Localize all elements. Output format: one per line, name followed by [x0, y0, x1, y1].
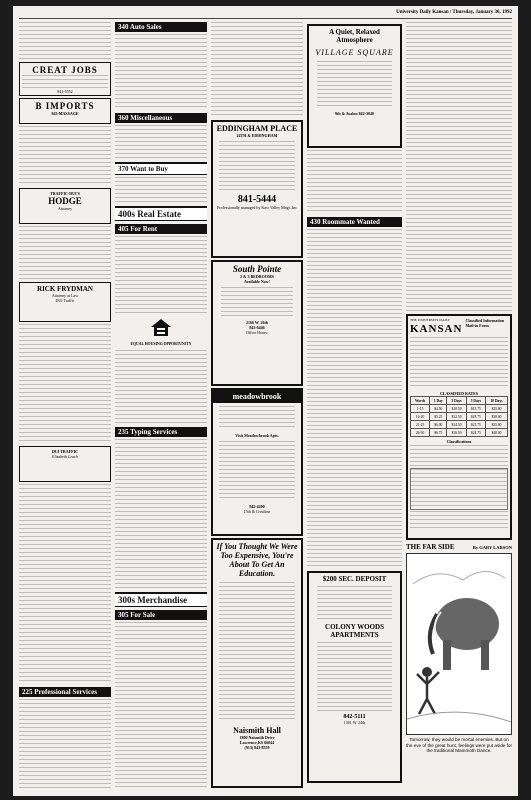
- classified-text-block: [307, 150, 402, 214]
- south-pointe-phone: 843-6446: [249, 325, 265, 330]
- mammoth-dance-illustration: [407, 554, 511, 732]
- rates-cell: $25.00: [486, 405, 508, 413]
- creat-jobs-ad: [19, 62, 111, 96]
- kansan-paper-label: THE UNIVERSITY DAILY: [410, 318, 450, 322]
- dui-traffic-title: DUI TRAFFIC: [51, 449, 79, 454]
- far-side-caption: Tomorrow, they would be mortal enemies. But on the eve of the great hunt, feelings were put aside for the traditional Mammoth Dance.: [406, 737, 512, 754]
- far-side-byline: By GARY LARSON: [472, 545, 512, 550]
- rates-cell: 21-25: [411, 421, 430, 429]
- south-pointe-available: Available Now!: [243, 279, 271, 284]
- rates-table: [410, 396, 508, 437]
- section-professional-services: 225 Professional Services: [19, 687, 111, 697]
- south-pointe-sub: 2 & 3 BEDROOMS: [240, 274, 274, 279]
- meadowbrook-logo: meadowbrook: [213, 390, 301, 403]
- colony-address: 1301 W. 24th: [343, 720, 366, 725]
- section-miscellaneous: 360 Miscellaneous: [115, 113, 207, 123]
- equal-housing-label: EQUAL HOUSING OPPORTUNITY: [130, 342, 192, 346]
- rates-cell: $18.75: [466, 413, 485, 421]
- classified-text-block: [19, 324, 111, 444]
- header-dateline: University Daily Kansan / Thursday, January 30, 1992: [396, 10, 512, 15]
- naismith-phone: (913) 843-8559: [244, 745, 270, 750]
- creat-jobs-title: CREAT JOBS: [32, 65, 98, 75]
- section-for-rent: 405 For Rent: [115, 224, 207, 234]
- classifications-title: Classifications: [446, 439, 472, 444]
- mail-in-form-title: Classified Information Mail-in Form: [465, 318, 505, 328]
- dui-traffic-name: Elizabeth Leach: [52, 454, 78, 459]
- rates-cell: $6.00: [430, 421, 447, 429]
- rates-cell: 26-30: [411, 429, 430, 437]
- section-typing-services: 235 Typing Services: [115, 427, 207, 437]
- classified-text-block: [115, 439, 207, 589]
- rates-cell: $24.75: [466, 429, 485, 437]
- rates-header-cell: 5 Days: [466, 397, 485, 405]
- meadowbrook-phone: 842-4200: [249, 504, 265, 509]
- rates-cell: 1-15: [411, 405, 430, 413]
- b-imports-phone: 843-MASSAGE: [51, 111, 79, 116]
- classified-text-block: [19, 226, 111, 280]
- naismith-headline: If You Thought We Were Too Expensive, You're About To Get An Education.: [216, 542, 298, 578]
- rates-row: [411, 413, 508, 421]
- classified-text-block: [115, 236, 207, 314]
- b-imports-title: B IMPORTS: [35, 101, 95, 111]
- kansan-logo: KANSAN: [410, 323, 463, 335]
- eddingham-tagline: Professionally managed by Kaw Valley Mngt.,Inc: [217, 205, 297, 210]
- column-2: [115, 22, 207, 790]
- dui-traffic-ad: [19, 446, 111, 482]
- rates-cell: $10.50: [447, 405, 466, 413]
- south-pointe-office-hours: Office Hours:: [245, 330, 269, 335]
- rates-row: [411, 429, 508, 437]
- classified-text-block: [19, 484, 111, 684]
- colony-woods-ad: [307, 571, 402, 783]
- rates-cell: $5.25: [430, 413, 447, 421]
- rates-cell: $12.50: [447, 413, 466, 421]
- rates-cell: $21.75: [466, 421, 485, 429]
- rick-frydman-name: RICK FRYDMAN: [37, 285, 93, 293]
- village-headline: A Quiet, Relaxed Atmosphere: [329, 28, 380, 44]
- south-pointe-ad: [211, 260, 303, 386]
- page-header: [19, 8, 512, 19]
- creat-jobs-phone: 841-5552: [57, 89, 73, 94]
- south-pointe-address: 2166 W. 26th: [245, 320, 269, 325]
- rates-header-cell: Words: [411, 397, 430, 405]
- classified-text-block: [406, 22, 512, 312]
- far-side-title: THE FAR SIDE: [406, 543, 455, 551]
- eddingham-phone: 841-5444: [237, 194, 277, 205]
- section-want-to-buy: 370 Want to Buy: [115, 162, 207, 175]
- rates-cell: $35.00: [486, 421, 508, 429]
- column-4: [307, 22, 402, 790]
- rick-frydman-ad: [19, 282, 111, 322]
- column-3: [211, 22, 303, 790]
- newspaper-page: [13, 6, 518, 796]
- village-address: 9th & Avalon 842-3040: [335, 111, 374, 116]
- traffic-dui-sub: Attorney: [57, 206, 73, 211]
- section-real-estate: 400s Real Estate: [115, 206, 207, 221]
- naismith-address: 1800 Naismith Drive: [239, 735, 275, 740]
- rates-cell: $30.00: [486, 413, 508, 421]
- classified-text-block: [307, 229, 402, 569]
- rates-cell: $40.00: [486, 429, 508, 437]
- colony-deposit: $200 SEC. DEPOSIT: [322, 575, 387, 583]
- rates-cell: $14.50: [447, 421, 466, 429]
- far-side-header: [406, 543, 512, 551]
- eddingham-title: EDDINGHAM PLACE: [216, 124, 298, 133]
- rates-cell: $15.75: [466, 405, 485, 413]
- rates-cell: $16.50: [447, 429, 466, 437]
- section-roommate-wanted: 430 Roommate Wanted: [307, 217, 402, 227]
- eddingham-sub: 24TH & EDDINGHAM: [236, 133, 278, 138]
- rates-header-cell: 10 Days: [486, 397, 508, 405]
- classified-text-block: [115, 177, 207, 203]
- classified-text-block: [115, 350, 207, 424]
- far-side-cartoon: [406, 553, 512, 735]
- rick-frydman-line: DUI Traffic: [55, 298, 75, 303]
- rates-cell: $6.75: [430, 429, 447, 437]
- colony-phone: 842-5111: [343, 714, 366, 720]
- b-imports-ad: [19, 98, 111, 124]
- classified-text-block: [115, 622, 207, 790]
- rates-header-cell: 3 Days: [447, 397, 466, 405]
- section-for-sale: 305 For Sale: [115, 610, 207, 620]
- classified-text-block: [115, 125, 207, 159]
- classified-text-block: [19, 126, 111, 186]
- traffic-dui-title: TRAFFIC-DUI'S: [50, 191, 80, 196]
- village-square-ad: [307, 24, 402, 148]
- rates-cell: $4.50: [430, 405, 447, 413]
- colony-title: COLONY WOODS APARTMENTS: [325, 623, 384, 639]
- rates-cell: 16-20: [411, 413, 430, 421]
- rates-header-cell: 1 Day: [430, 397, 447, 405]
- traffic-dui-name: HODGE: [48, 196, 82, 206]
- naismith-title: Naismith Hall: [233, 726, 281, 735]
- rates-row: [411, 405, 508, 413]
- classified-text-block: [115, 34, 207, 110]
- eddingham-place-ad: [211, 120, 303, 258]
- village-logo: VILLAGE SQUARE: [315, 48, 394, 57]
- south-pointe-logo: South Pointe: [232, 264, 282, 274]
- classified-text-block: [19, 699, 111, 790]
- classified-rates-title: CLASSIFIED RATES: [439, 391, 479, 396]
- naismith-city: Lawrence,KS 66044: [239, 740, 275, 745]
- meadowbrook-ad: [211, 388, 303, 536]
- classified-text-block: [211, 22, 303, 118]
- traffic-dui-ad: [19, 188, 111, 224]
- rates-row: [411, 421, 508, 429]
- naismith-hall-ad: [211, 538, 303, 788]
- rick-frydman-sub: Attorney at Law: [51, 293, 79, 298]
- section-auto-sales: 340 Auto Sales: [115, 22, 207, 32]
- meadowbrook-address: 15th & Crestline: [243, 509, 271, 514]
- meadowbrook-sub: Visit Meadowbrook Apts.: [235, 433, 279, 438]
- section-merchandise: 300s Merchandise: [115, 592, 207, 607]
- column-1: [19, 22, 111, 790]
- classified-text-block: [19, 22, 111, 60]
- equal-housing-logo: [115, 317, 207, 347]
- column-5: [406, 22, 512, 790]
- classified-mail-in-form: [406, 314, 512, 540]
